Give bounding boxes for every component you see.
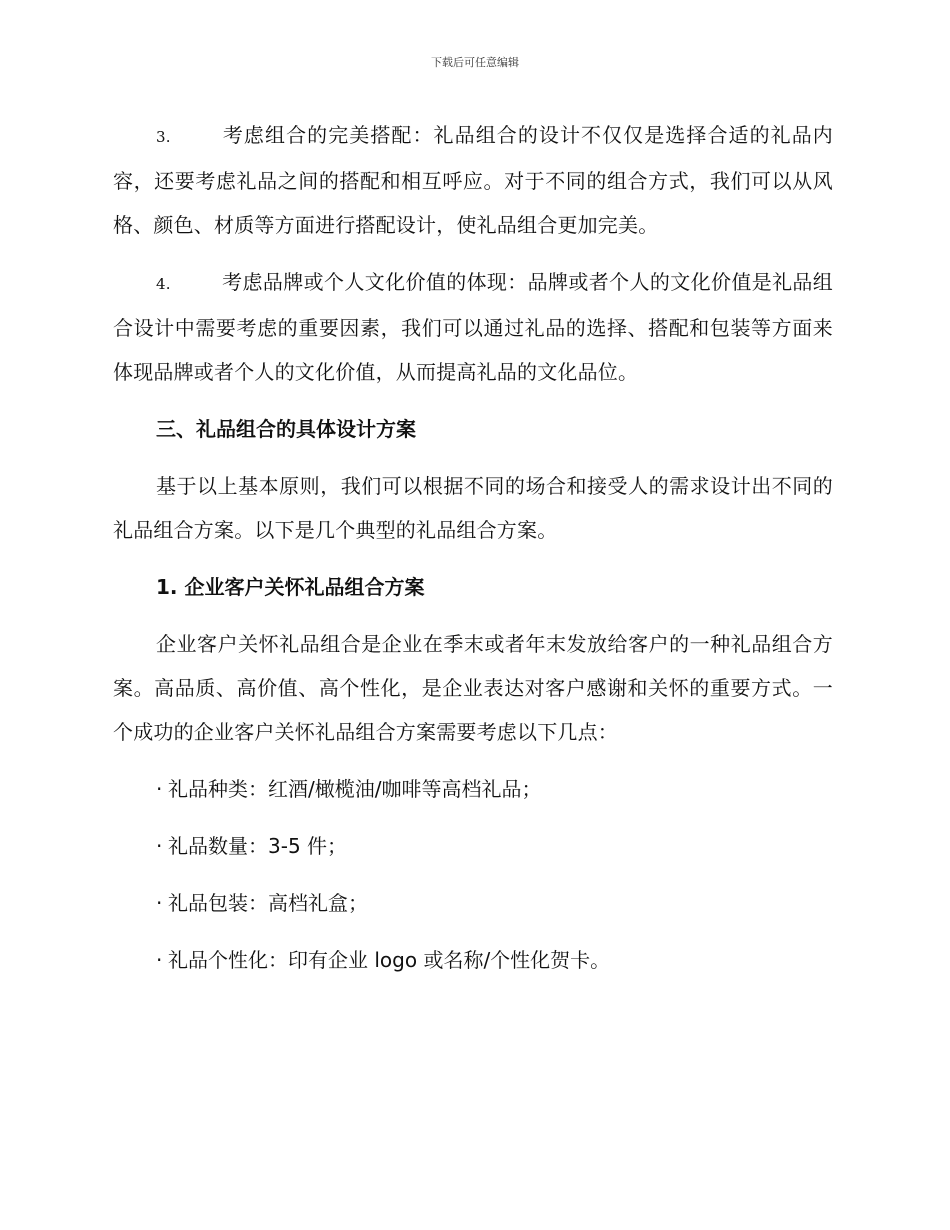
document-body	[113, 113, 833, 995]
list-number: 3.	[156, 128, 171, 146]
bullet-text: 礼品个性化：印有企业 logo 或名称/个性化贺卡。	[168, 948, 611, 972]
bullet-marker: ·	[156, 777, 163, 801]
bullet-text: 礼品种类：红酒/橄榄油/咖啡等高档礼品；	[168, 777, 542, 801]
section-heading: 三、礼品组合的具体设计方案	[156, 417, 416, 441]
bullet-item	[113, 767, 833, 811]
subsection-paragraph: 企业客户关怀礼品组合是企业在季末或者年末发放给客户的一种礼品组合方案。高品质、高价值、高个性化，是企业表达对客户感谢和关怀的重要方式。一个成功的企业客户关怀礼品组合方案需要考虑以下几点：	[113, 632, 833, 744]
bullet-item	[113, 824, 833, 868]
paragraph-text: 考虑品牌或个人文化价值的体现：品牌或者个人的文化价值是礼品组合设计中需要考虑的重要因素，我们可以通过礼品的选择、搭配和包装等方面来体现品牌或者个人的文化价值，从而提高礼品的文化品位。	[113, 270, 833, 384]
page-header: 下载后可任意编辑	[431, 56, 519, 69]
bullet-marker: ·	[156, 834, 163, 858]
paragraph-point-3	[113, 113, 833, 247]
bullet-item	[113, 938, 833, 982]
list-number: 4.	[156, 275, 171, 293]
bullet-text: 礼品数量：3-5 件；	[168, 834, 348, 858]
bullet-marker: ·	[156, 948, 163, 972]
bullet-text: 礼品包装：高档礼盒；	[168, 891, 368, 915]
paragraph-text: 考虑组合的完美搭配：礼品组合的设计不仅仅是选择合适的礼品内容，还要考虑礼品之间的搭配和相互呼应。对于不同的组合方式，我们可以从风格、颜色、材质等方面进行搭配设计，使礼品组合更加完美。	[113, 123, 833, 237]
bullet-item	[113, 881, 833, 925]
subsection-heading: 1. 企业客户关怀礼品组合方案	[156, 575, 425, 599]
bullet-marker: ·	[156, 891, 163, 915]
paragraph-point-4	[113, 260, 833, 394]
section-intro-paragraph: 基于以上基本原则，我们可以根据不同的场合和接受人的需求设计出不同的礼品组合方案。以下是几个典型的礼品组合方案。	[113, 474, 833, 542]
